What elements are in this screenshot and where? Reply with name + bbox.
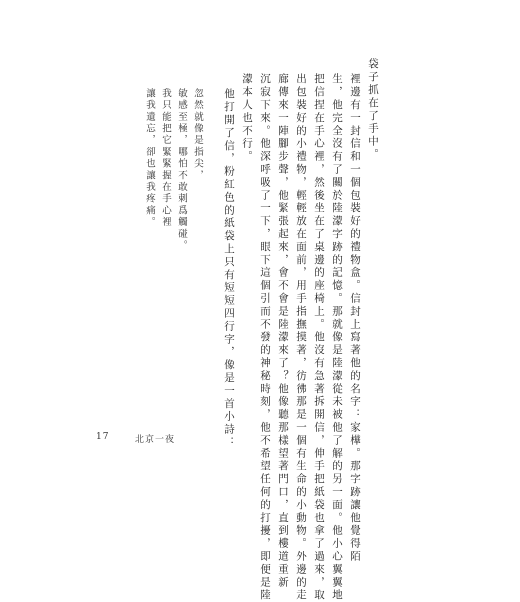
body-column-6: 廊傳來一陣腳步聲，他緊張起來，會不會是陸濛來了？他像聽那樣望著門口，直到樓道重新 bbox=[277, 73, 289, 589]
body-column-5: 出包裝好的小禮物，輕輕放在面前，用手指撫摸著，彷彿那是一個有生命的小動物。外邊的走 bbox=[295, 73, 307, 602]
poem-line-2: 敏感至極，哪怕不敢刺爲觸碰。 bbox=[176, 88, 187, 252]
poem-line-3: 我只能把它緊緊握在手心裡 bbox=[160, 88, 171, 229]
body-column-1: 袋子抓在了手中。 bbox=[367, 58, 379, 162]
body-column-9: 他打開了信，粉紅色的紙袋上只有短短四行字，像是一首小詩： bbox=[223, 88, 235, 450]
body-column-3: 生，他完全沒有了關於陸濛字跡的記憶。那就像是陸濛從未被他了解的另一面。他小心翼翼地 bbox=[331, 73, 343, 602]
poem-line-4: 讓我遺忘，卻也讓我疼痛。 bbox=[144, 88, 155, 229]
body-column-8: 濛本人也不行。 bbox=[241, 73, 253, 164]
page-number: 17 bbox=[96, 432, 110, 442]
body-column-4: 把信捏在手心裡，然後坐在了桌邊的座椅上。他沒有急著拆開信，伸手把紙袋也拿了過來，取 bbox=[313, 73, 325, 602]
body-column-2: 裡邊有一封信和一個包裝好的禮物盒。信封上寫著他的名字：家樺。那字跡讓他覺得陌 bbox=[349, 73, 361, 564]
poem-line-1: 忽然就像是指尖， bbox=[192, 88, 203, 182]
chapter-title: 北京一夜 bbox=[135, 435, 176, 445]
body-column-7: 沉寂下來。他深呼吸了一下，眼下這個引而不發的神秘時刻，他不希望任何的打擾，即便是陸 bbox=[259, 73, 271, 602]
